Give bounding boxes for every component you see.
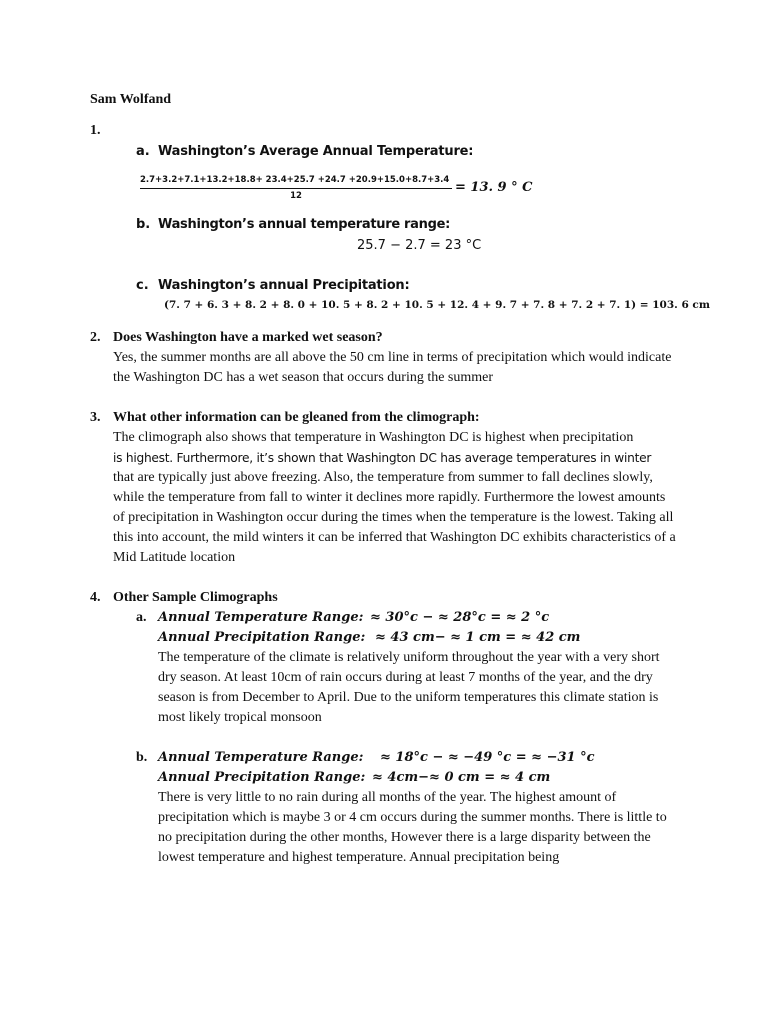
q1a-marker: a.: [136, 144, 150, 159]
q1c-label: Washington’s annual Precipitation:: [158, 278, 410, 293]
q3-number: 3.: [90, 410, 101, 425]
q2-number: 2.: [90, 330, 101, 345]
q4a-precipitation-label: Annual Precipitation Range:: [158, 630, 366, 645]
q1b-marker: b.: [136, 217, 151, 232]
q4b-temperature-value: ≈ 18°c − ≈ −49 °c = ≈ −31 °c: [380, 750, 595, 765]
q1a-label: Washington’s Average Annual Temperature:: [158, 144, 474, 159]
author-name: Sam Wolfand: [90, 92, 172, 107]
q4b-temperature-label: Annual Temperature Range:: [158, 750, 364, 765]
fraction-numerator: 2.7+3.2+7.1+13.2+18.8+ 23.4+25.7 +24.7 +20.9+15.0+8.7+3.4: [140, 175, 450, 185]
q4a-temperature-label: Annual Temperature Range:: [158, 610, 364, 625]
q4b-description: There is very little to no rain during all months of the year. The highest amount of precipitation which is maybe 3 or 4 cm occurs during the summer months. There is little to no precipitation during the other months, However there is a large disparity between the lowest temperature and highest temperature. Annual precipitation being: [158, 790, 667, 865]
average-temperature-result: = 13. 9 ° C: [455, 180, 533, 195]
temperature-range-equation: 25.7 − 2.7 = 23 °C: [357, 238, 482, 253]
fraction-bar: [140, 188, 452, 189]
precipitation-equation: (7. 7 + 6. 3 + 8. 2 + 8. 0 + 10. 5 + 8. 2 + 10. 5 + 12. 4 + 9. 7 + 7. 8 + 7. 2 + 7. 1) = 103. 6 cm: [164, 299, 710, 311]
q4a-temperature-value: ≈ 30°c − ≈ 28°c = ≈ 2 °c: [370, 610, 550, 625]
q4a-precipitation-value: ≈ 43 cm− ≈ 1 cm = ≈ 42 cm: [375, 630, 581, 645]
fraction-denominator: 12: [290, 191, 302, 201]
q4b-precipitation-label: Annual Precipitation Range:: [158, 770, 366, 785]
q4-title: Other Sample Climographs: [113, 590, 278, 605]
q1c-marker: c.: [136, 278, 149, 293]
q1-number: 1.: [90, 123, 101, 138]
q3-answer-rest: that are typically just above freezing. Also, the temperature from summer to fall declines slowly, while the temperature from fall to winter it declines more rapidly. Furthermore the lowest amounts of precipitation in Washington occur during the times when the temperature is the lowest. Taking all this into account, the mild winters it can be inferred that Washington DC exhibits characteristics of a Mid Latitude location: [113, 470, 676, 565]
q3-answer-line-1: The climograph also shows that temperature in Washington DC is highest when precipitation: [113, 430, 634, 445]
q4a-marker: a.: [136, 610, 147, 625]
q2-answer: Yes, the summer months are all above the 50 cm line in terms of precipitation which would indicate the Washington DC has a wet season that occurs during the summer: [113, 350, 672, 385]
q4-number: 4.: [90, 590, 101, 605]
q3-answer-line-2: is highest. Furthermore, it’s shown that Washington DC has average temperatures in winter: [113, 451, 652, 465]
q4b-marker: b.: [136, 750, 148, 765]
q1b-label: Washington’s annual temperature range:: [158, 217, 451, 232]
q4a-description: The temperature of the climate is relatively uniform throughout the year with a very short dry season. At least 10cm of rain occurs during at least 7 months of the year, and the dry season is from December to April. Due to the uniform temperatures this climate station is most likely tropical monsoon: [158, 650, 660, 725]
q4b-precipitation-value: ≈ 4cm−≈ 0 cm = ≈ 4 cm: [372, 770, 551, 785]
q2-question: Does Washington have a marked wet season?: [113, 330, 383, 345]
average-temperature-fraction: [140, 174, 452, 202]
q3-question: What other information can be gleaned from the climograph:: [113, 410, 480, 425]
